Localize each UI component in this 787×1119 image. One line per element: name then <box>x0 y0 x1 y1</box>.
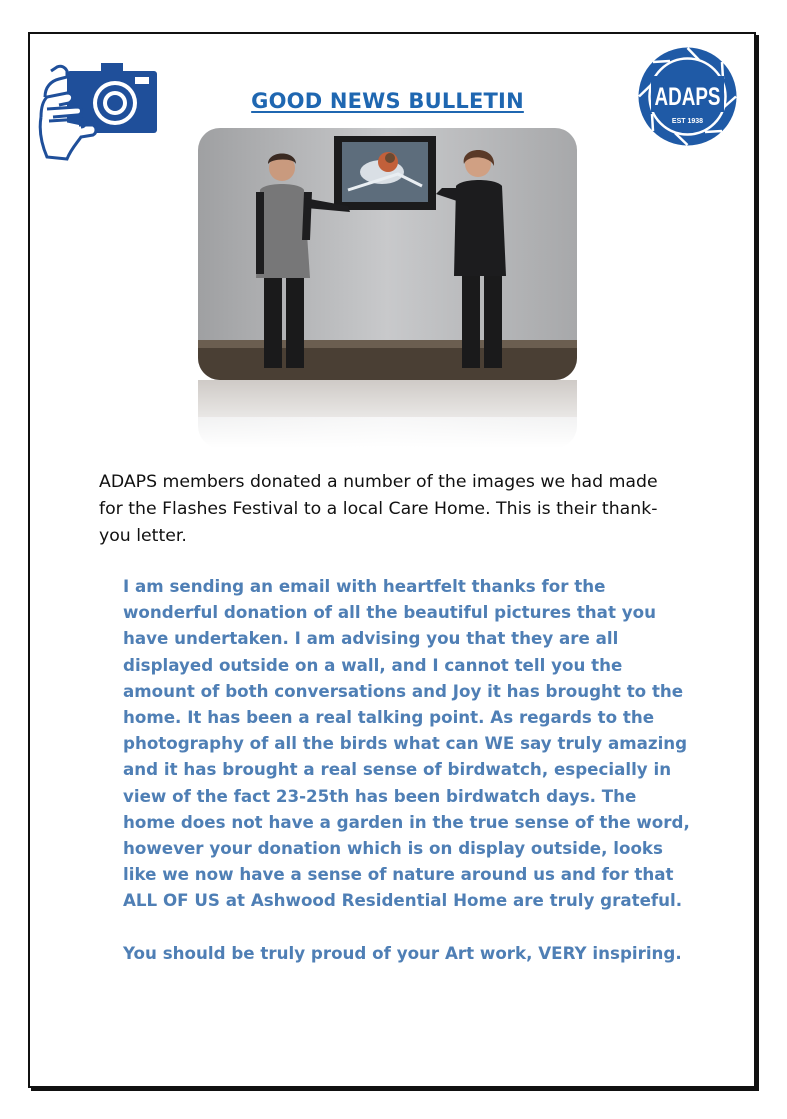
camera-logo <box>37 57 159 163</box>
letter-closing: You should be truly proud of your Art work, VERY inspiring. <box>123 942 682 963</box>
logo-est: EST 1938 <box>671 118 704 125</box>
adaps-shutter-icon <box>637 46 738 147</box>
hand-holding-camera-icon <box>37 57 159 163</box>
intro-paragraph: ADAPS members donated a number of the images we had made for the Flashes Festival to a local Care Home. This is their thank-you letter. <box>99 472 658 546</box>
logo-text: ADAPS <box>654 83 721 111</box>
photo-image <box>198 128 577 448</box>
letter-body: I am sending an email with heartfelt thanks for the wonderful donation of all the beautiful pictures that you have undertaken. I am advising you that they are all displayed outside on a wall, and I cannot tell you the amount of both conversations and Joy it has brought to the home. It has been a real talking point. As regards to the photography of all the birds what can WE say truly amazing and it has brought a real sense of birdwatch, especially in view of the fact 23-25th has been birdwatch days. The home does not have a garden in the true sense of the word, however your donation which is on display outside, looks like we now have a sense of nature around us and for that ALL OF US at Ashwood Residential Home are truly grateful. <box>123 576 690 911</box>
photo <box>198 128 577 448</box>
thank-you-letter <box>123 573 693 966</box>
page-title: GOOD NEWS BULLETIN <box>251 89 524 113</box>
adaps-logo <box>637 46 738 147</box>
